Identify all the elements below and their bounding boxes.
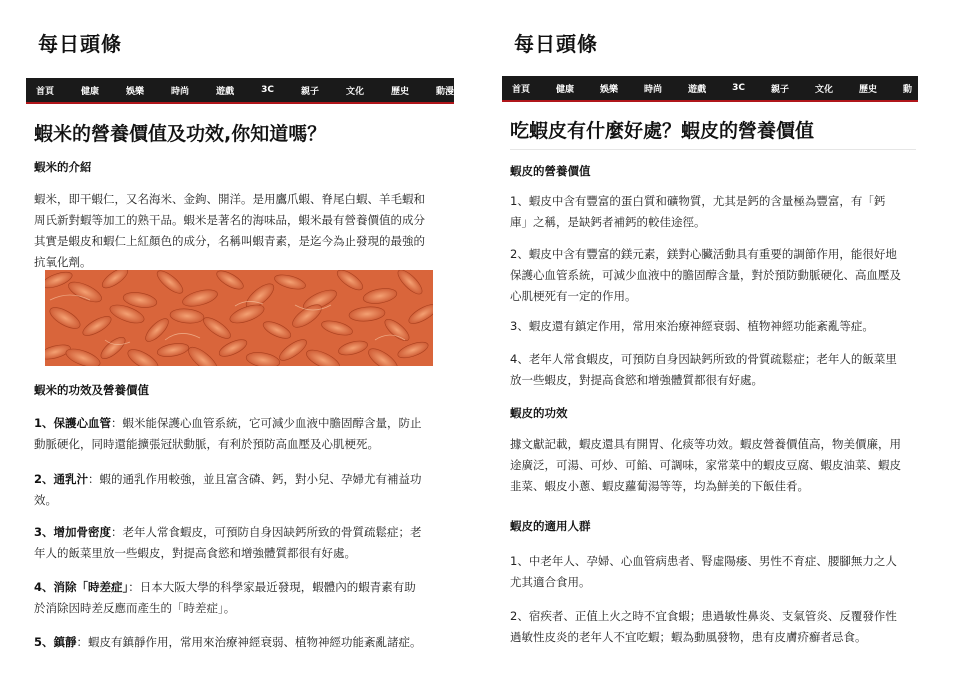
text-line: 途廣泛，可湯、可炒、可餡、可調味，家常菜中的蝦皮豆腐、蝦皮油菜、蝦皮 [510, 458, 901, 472]
site-title[interactable]: 每日頭條 [38, 32, 122, 56]
text-line: 尤其適合食用。 [510, 575, 591, 589]
text-line: ：老年人常食蝦皮，可預防自身因缺鈣所致的骨質疏鬆症；老 [111, 525, 422, 539]
text-line: 蝦米，即干蝦仁，又名海米、金鉤、開洋。是用鷹爪蝦、脊尾白蝦、羊毛蝦和 [34, 192, 425, 206]
section-heading-value: 蝦皮的營養價值 [510, 164, 591, 178]
people-paragraph [510, 606, 897, 648]
article-title: 吃蝦皮有什麼好處？蝦皮的營養價值 [510, 120, 815, 142]
nav-item-entertainment[interactable]: 娛樂 [600, 84, 619, 95]
benefit-label: 2、通乳汁 [34, 472, 89, 486]
nav-item-entertainment[interactable]: 娛樂 [126, 86, 145, 97]
text-line: ：日本大阪大學的科學家最近發現，蝦體內的蝦青素有助 [128, 580, 416, 594]
benefit-label: 3、增加骨密度 [34, 525, 112, 539]
article-title: 蝦米的營養價值及功效,你知道嗎？ [34, 123, 327, 145]
text-line: 韭菜、蝦皮小蔥、蝦皮蘿蔔湯等等，均為鮮美的下飯佳肴。 [510, 479, 809, 493]
text-line: 1、中老年人、孕婦、心血管病患者、腎虛陽痿、男性不育症、腰腳無力之人 [510, 554, 897, 568]
text-line: 2、蝦皮中含有豐富的鎂元素，鎂對心臟活動具有重要的調節作用，能很好地 [510, 247, 897, 261]
nav-item-fashion[interactable]: 時尚 [171, 86, 190, 97]
nav-item-games[interactable]: 遊戲 [216, 86, 235, 97]
text-line: 放一些蝦皮，對提高食慾和增強體質都很有好處。 [510, 373, 763, 387]
text-line: 庫」之稱，是缺鈣者補鈣的較佳途徑。 [510, 215, 706, 229]
nav-item-parenting[interactable]: 親子 [300, 86, 319, 97]
nav-item-games[interactable]: 遊戲 [688, 84, 707, 95]
text-line: 2、宿疾者、正值上火之時不宜食蝦；患過敏性鼻炎、支氣管炎、反覆發作性 [510, 609, 897, 623]
nav-bar [502, 76, 918, 102]
text-line: ：蝦皮有鎮靜作用，常用來治療神經衰弱、植物神經功能紊亂諸症。 [76, 635, 422, 649]
benefit-label: 4、消除「時差症」 [34, 580, 129, 594]
nav-item-history[interactable]: 歷史 [390, 86, 409, 97]
benefit-item [34, 413, 422, 455]
section-heading-people: 蝦皮的適用人群 [510, 519, 591, 533]
dried-shrimp-photo [45, 270, 433, 366]
benefit-item [34, 577, 416, 619]
section-heading-benefits: 蝦米的功效及營養價值 [34, 383, 149, 397]
nav-item-home[interactable]: 首頁 [36, 86, 55, 97]
text-line: 過敏性皮炎的老年人不宜吃蝦；蝦為動風發物，患有皮膚疥癬者忌食。 [510, 630, 867, 644]
benefit-item [34, 522, 422, 564]
people-paragraph [510, 551, 897, 593]
text-line: 據文獻記載，蝦皮還具有開胃、化痰等功效。蝦皮營養價值高，物美價廉，用 [510, 437, 901, 451]
text-line: 保護心血管系統，可減少血液中的膽固醇含量，對於預防動脈硬化、高血壓及 [510, 268, 901, 282]
nav-item-culture[interactable]: 文化 [345, 86, 364, 97]
benefit-label: 1、保護心血管 [34, 416, 112, 430]
benefit-label: 5、鎮靜 [34, 635, 77, 649]
nav-item-culture[interactable]: 文化 [814, 84, 833, 95]
left-article-page [26, 0, 454, 679]
text-line: 周氏新對蝦等加工的熟干品。蝦米是著名的海味品，蝦米最有營養價值的成分 [34, 213, 425, 227]
text-line: 於消除因時差反應而產生的「時差症」。 [34, 601, 236, 615]
nav-item-anime[interactable]: 動 [903, 84, 913, 95]
right-article-page [502, 0, 918, 679]
nav-item-3c[interactable]: 3C [261, 85, 274, 95]
text-line: 動脈硬化，同時還能擴張冠狀動脈，有利於預防高血壓及心肌梗死。 [34, 437, 379, 451]
benefit-item [34, 469, 422, 511]
text-line: 1、蝦皮中含有豐富的蛋白質和礦物質，尤其是鈣的含量極為豐富，有「鈣 [510, 194, 886, 208]
text-line: 4、老年人常食蝦皮，可預防自身因缺鈣所致的骨質疏鬆症；老年人的飯菜里 [510, 352, 897, 366]
value-paragraph [510, 349, 897, 391]
value-paragraph [510, 191, 885, 233]
text-line: 心肌梗死有一定的作用。 [510, 289, 637, 303]
intro-paragraph [34, 189, 425, 273]
text-line: 其實是蝦皮和蝦仁上紅顏色的成分，名稱叫蝦青素，是迄今為止發現的最強的 [34, 234, 425, 248]
value-paragraph [510, 244, 901, 307]
text-line: 效。 [34, 493, 57, 507]
nav-item-3c[interactable]: 3C [732, 83, 745, 93]
section-heading-intro: 蝦米的介紹 [34, 160, 92, 174]
nav-item-history[interactable]: 歷史 [858, 84, 877, 95]
value-paragraph [510, 316, 874, 337]
text-line: 抗氧化劑。 [34, 255, 92, 269]
nav-item-parenting[interactable]: 親子 [770, 84, 789, 95]
section-heading-effect: 蝦皮的功效 [510, 406, 568, 420]
nav-item-fashion[interactable]: 時尚 [644, 84, 663, 95]
nav-bar [26, 78, 454, 104]
text-line: 年人的飯菜里放一些蝦皮，對提高食慾和增強體質都很有好處。 [34, 546, 356, 560]
nav-item-home[interactable]: 首頁 [512, 84, 531, 95]
benefit-item [34, 632, 422, 653]
text-line: ：蝦的通乳作用較強，並且富含磷、鈣，對小兒、孕婦尤有補益功 [88, 472, 422, 486]
site-title[interactable]: 每日頭條 [514, 32, 598, 56]
text-line: 3、蝦皮還有鎮定作用，常用來治療神經衰弱、植物神經功能紊亂等症。 [510, 319, 874, 333]
nav-item-health[interactable]: 健康 [81, 86, 100, 97]
effect-paragraph [510, 434, 901, 497]
nav-item-anime[interactable]: 動漫 [436, 86, 454, 97]
text-line: ：蝦米能保護心血管系統，它可減少血液中膽固醇含量，防止 [111, 416, 422, 430]
nav-item-health[interactable]: 健康 [556, 84, 575, 95]
title-divider [510, 149, 916, 150]
